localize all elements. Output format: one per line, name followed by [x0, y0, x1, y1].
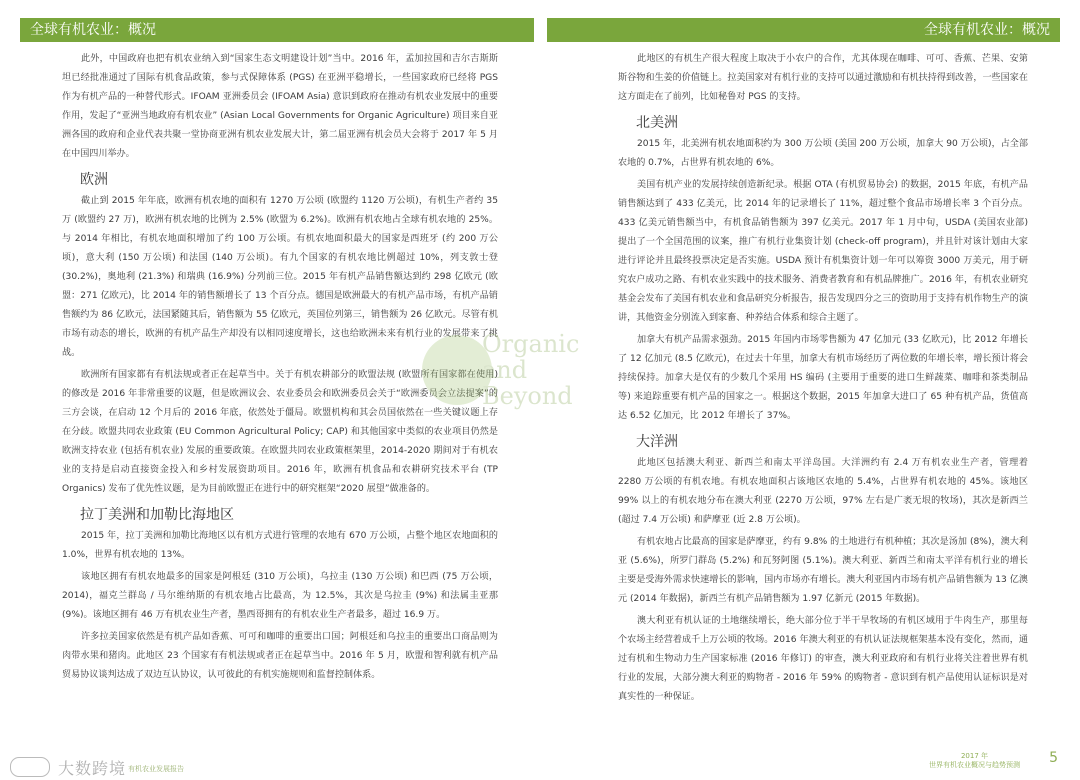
section-heading-latin-america: 拉丁美洲和加勒比海地区 [80, 507, 234, 523]
paragraph: 截止到 2015 年年底，欧洲有机农地的面积有 1270 万公顷 (欧盟约 1120 万公顷)，有机生产者约 35 万 (欧盟约 27 万)，欧洲有机农地的比例为 2.5% (欧盟为 6.2%)。欧洲有机农地占全球有机农地的 25%。与 2014 年相比，有机农地面积增加了约 100 万公顷。有机农地面积最大的国家是西班牙 (约 200 万公顷)，意大利 (150 万公顷) 和法国 (140 万公顷)。有九个国家的有机农地比例超过 10%，列支敦士登 (30.2%)，奥地利 (21.3%) 和瑞典 (16.9%) 分列前三位。2015 年有机产品销售额达到约 298 亿欧元 (欧盟：271 亿欧元)，比 2014 年的销售额增长了 13 个百分点。德国是欧洲最大的有机产品市场，有机产品销售额约为 86 亿欧元，法国紧随其后，销售额为 55 亿欧元，英国位列第三，销售额为 26 亿欧元。尽管有机市场有动态的增长，欧洲的有机产品生产却没有以相同速度增长，这也给欧洲未来有机行业的发展带来了挑战。 [62, 196, 498, 358]
footer-year: 2017 年 [960, 752, 989, 760]
brand-name: 大数跨境 [58, 759, 127, 778]
watermark-line: and [482, 356, 528, 384]
paragraph: 美国有机产业的发展持续创造新纪录。根据 OTA (有机贸易协会) 的数据，2015 年底，有机产品销售额达到了 433 亿美元，比 2014 年的记录增长了 11%，超过整个食品市场增长率 3 个百分点。433 亿美元销售额当中，有机食品销售额为 397 亿美元。2017 年 1 月中旬，USDA (美国农业部) 提出了一个全国范围的议案，推广有机行业集资计划 (check-off program)，并且针对该计划由大家进行评论并且最终投票决定是否实施。USDA 预计有机集资计划一年可以筹资 3000 万美元，用于研究农户成功之路、有机农业实践中的技术服务、消费者教育和有机品牌推广。2016 年，有机农业研究基金会发布了美国有机农业和食品研究分析报告，报告发现四分之三的资助用于支持有机作物生产的演讲，其他资金分别流入到家畜、种养结合体系和综合主题了。 [618, 180, 1028, 323]
paragraph: 此地区包括澳大利亚、新西兰和南太平洋岛国。大洋洲约有 2.4 万有机农业生产者，管理着 2280 万公顷的有机农地。有机农地面积占该地区农地的 5.4%，占世界有机农地的 45%。该地区 99% 以上的有机农地分布在澳大利亚 (2270 万公顷，97% 左右是广袤无垠的牧场)，其次是新西兰 (超过 7.4 万公顷) 和萨摩亚 (近 2.8 万公顷)。 [618, 458, 1028, 525]
section-heading-europe: 欧洲 [80, 172, 108, 188]
footer-subtitle: 有机农业发展报告 [128, 765, 184, 773]
watermark-line: Beyond [482, 382, 573, 410]
paragraph: 欧洲所有国家都有有机法规或者正在起草当中。关于有机农耕部分的欧盟法规 (欧盟所有国家都在使用) 的修改是 2016 年非常重要的议题，但是欧洲议会、农业委员会和欧洲委员会关于“欧洲委员会立法提案”的三方会谈，在启动 12 个月后的 2016 年底，依然处于僵局。欧盟机构和其会员国依然在一些关键议题上存在分歧。欧盟共同农业政策 (EU Common Agricultural Policy; CAP) 和其他国家中类似的农业项目仍然是欧洲支持农业 (包括有机农业) 发展的重要政策。在欧盟共同农业政策框架里，2014-2020 期间对于有机农业的支持是启动直接资金投入和乡村发展资助项目。2016 年，欧洲有机食品和农耕研究技术平台 (TP Organics) 发布了优先性议题，是为目前欧盟正在进行中的研究框架“2020 展望”做准备的。 [62, 370, 498, 494]
paragraph: 2015 年，北美洲有机农地面积约为 300 万公顷 (美国 200 万公顷，加拿大 90 万公顷)，占全部农地的 0.7%，占世界有机农地的 6%。 [618, 139, 1028, 168]
footer-brand [0, 752, 300, 780]
paragraph: 加拿大有机产品需求强劲。2015 年国内市场零售额为 47 亿加元 (33 亿欧元)，比 2012 年增长了 12 亿加元 (8.5 亿欧元)，在过去十年里，加拿大有机市场经历了两位数的年增长率，增长预计将会持续保持。加拿大是仅有的少数几个采用 HS 编码 (主要用于重要的进口生鲜蔬菜、咖啡和茶类制品等) 来追踪重要有机产品的国家之一。根据这个数据，2015 年加拿大进口了 65 种有机产品，货值高达 6.52 亿加元，比 2012 年增长了 37%。 [618, 335, 1028, 421]
header-right-title: 全球有机农业：概况 [547, 18, 1060, 42]
paragraph: 有机农地占比最高的国家是萨摩亚，约有 9.8% 的土地进行有机种植；其次是汤加 (8%)，澳大利亚 (5.6%)，所罗门群岛 (5.2%) 和瓦努阿图 (5.1%)。澳大利亚、新西兰和南太平洋有机行业的增长主要是受海外需求快速增长的影响，国内市场亦有增长。澳大利亚国内市场有机产品销售额为 13 亿澳元 (2014 年数据)，新西兰有机产品销售额为 1.97 亿新元 (2015 年数据)。 [618, 537, 1028, 604]
paragraph: 此外，中国政府也把有机农业纳入到“国家生态文明建设计划”当中。2016 年，孟加拉国和吉尔吉斯斯坦已经批准通过了国际有机食品政策，参与式保障体系 (PGS) 在亚洲平稳增长，一些国家政府已经将 PGS 作为有机产品的一种替代形式。IFOAM 亚洲委员会 (IFOAM Asia) 意识到政府在推动有机农业发展中的重要作用，发起了“亚洲当地政府有机农业” (Asian Local Governments for Organic Agriculture) 项目来自亚洲各国的政府和企业代表共聚一堂协商亚洲有机农业发展大计，第二届亚洲有机会员大会将于 2017 年 5 月在中国四川举办。 [62, 54, 498, 159]
page-number: 5 [1049, 750, 1058, 766]
paragraph: 许多拉美国家依然是有机产品如香蕉、可可和咖啡的重要出口国；阿根廷和乌拉圭的重要出口商品则为肉带水果和猪肉。此地区 23 个国家有有机法规或者正在起草当中。2016 年 5 月，欧盟和智利就有机产品贸易协议谈判达成了双边互认协议，认可彼此的有机实施规则和监督控制体系。 [62, 632, 498, 680]
paragraph: 该地区拥有有机农地最多的国家是阿根廷 (310 万公顷)，乌拉圭 (130 万公顷) 和巴西 (75 万公顷，2014)，福克兰群岛 / 马尔维纳斯的有机农地占比最高，为 12.5%，其次是乌拉圭 (9%) 和法属圭亚那 (9%)。该地区拥有 46 万有机农业生产者，墨西哥拥有的有机农业生产者最多，超过 16.9 万。 [62, 572, 498, 620]
paragraph: 此地区的有机生产很大程度上取决于小农户的合作，尤其体现在咖啡、可可、香蕉、芒果、安第斯谷物和生姜的价值链上。拉美国家对有机行业的支持可以通过激励和有机扶持得到改善，一些国家在这方面走在了前列，比如秘鲁对 PGS 的支持。 [618, 54, 1028, 102]
right-column [618, 50, 1028, 710]
watermark-text [482, 331, 579, 409]
organic-and-beyond-watermark [412, 317, 622, 427]
header-left-title: 全球有机农业：概况 [20, 18, 534, 42]
section-heading-oceania: 大洋洲 [636, 434, 678, 450]
paragraph: 澳大利亚有机认证的土地继续增长，绝大部分位于半干旱牧场的有机区域用于牛肉生产，那里每个农场主经营着成千上万公顷的牧场。2016 年澳大利亚的有机认证法规框架基本没有变化，然而，通过有机和生物动力生产国家标准 (2016 年修订) 的审查，澳大利亚政府和有机行业将关注着世界有机行业的发展，大部分澳大利亚的购物者 - 2016 年 59% 的购物者 - 意识到有机产品使用认证标识是对真实性的一种保证。 [618, 616, 1028, 702]
section-heading-north-america: 北美洲 [636, 115, 678, 131]
watermark-line: Organic [482, 330, 580, 358]
paragraph: 2015 年，拉丁美洲和加勒比海地区以有机方式进行管理的农地有 670 万公顷，占整个地区农地面积的 1.0%，世界有机农地的 13%。 [62, 531, 498, 560]
footer-report-title [929, 752, 1020, 770]
brand-logo-icon [10, 757, 50, 777]
footer-title: 世界有机农业概况与趋势预测 [929, 761, 1020, 769]
